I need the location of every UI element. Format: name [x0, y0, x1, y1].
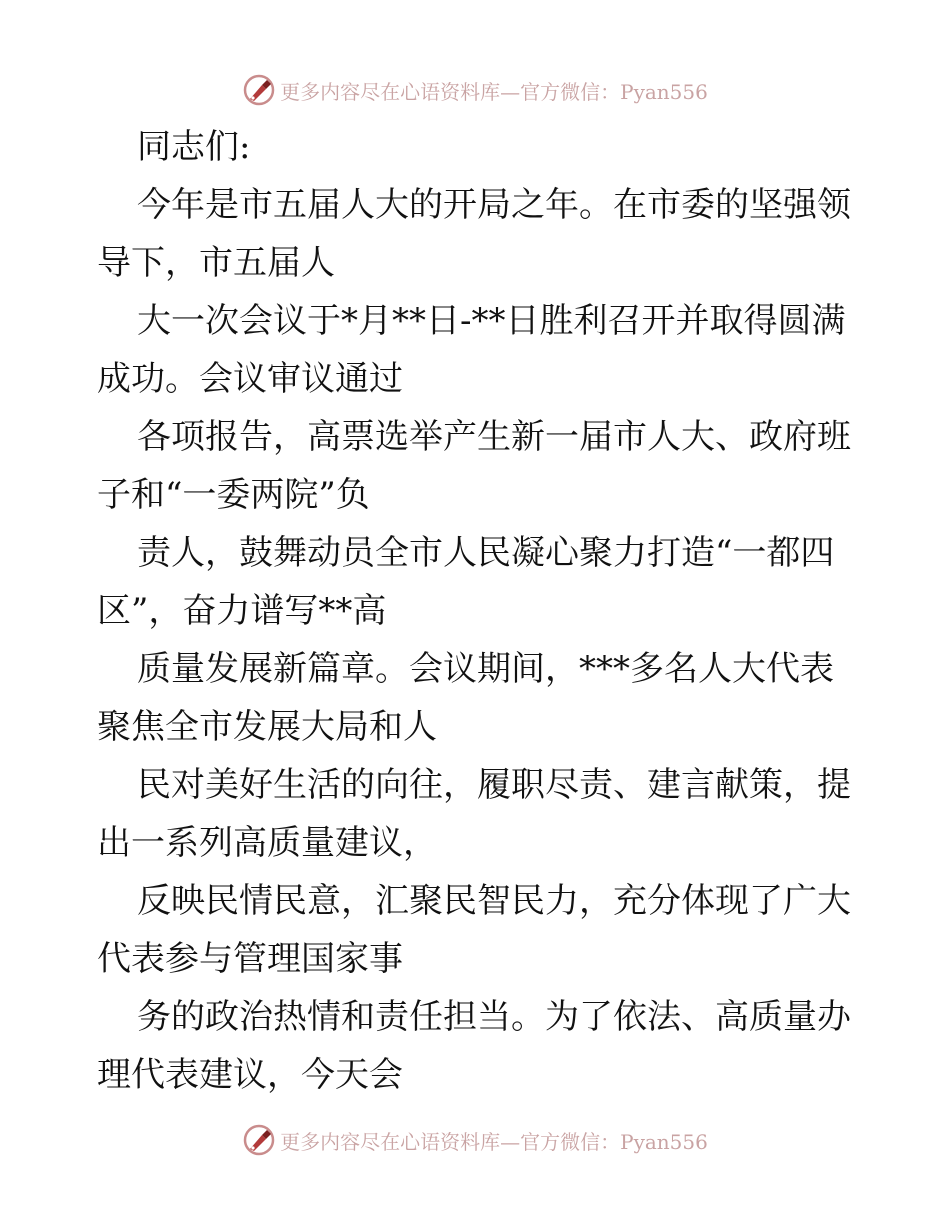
paragraph-line: 子和“一委两院”负 [97, 475, 370, 515]
paragraph-line: 务的政治热情和责任担当。为了依法、高质量办 [137, 997, 851, 1037]
paragraph-line: 成功。会议审议通过 [97, 359, 403, 399]
footer-watermark [0, 1118, 950, 1162]
paragraph-line: 导下，市五届人 [97, 243, 335, 283]
paragraph-line: 区”，奋力谱写**高 [97, 591, 387, 631]
pen-nib-logo-icon [242, 73, 276, 107]
footer-watermark-text: 更多内容尽在心语资料库—官方微信：Pyan556 [280, 1129, 708, 1154]
header-watermark-text: 更多内容尽在心语资料库—官方微信：Pyan556 [280, 79, 708, 104]
paragraph-line: 聚焦全市发展大局和人 [97, 707, 437, 747]
paragraph-line: 责人，鼓舞动员全市人民凝心聚力打造“一都四 [137, 533, 835, 573]
header-watermark [0, 68, 950, 112]
salutation: 同志们: [137, 127, 251, 167]
paragraph-line: 大一次会议于*月**日-**日胜利召开并取得圆满 [137, 301, 846, 341]
document-body [97, 118, 857, 1104]
paragraph-line: 理代表建议，今天会 [97, 1055, 403, 1095]
paragraph-line: 各项报告，高票选举产生新一届市人大、政府班 [137, 417, 851, 457]
paragraph-line: 出一系列高质量建议， [97, 823, 437, 863]
paragraph-line: 反映民情民意，汇聚民智民力，充分体现了广大 [137, 881, 851, 921]
paragraph-line: 今年是市五届人大的开局之年。在市委的坚强领 [137, 185, 851, 225]
paragraph-line: 质量发展新篇章。会议期间，***多名人大代表 [137, 649, 834, 689]
paragraph-line: 代表参与管理国家事 [97, 939, 403, 979]
paragraph-line: 民对美好生活的向往，履职尽责、建言献策，提 [137, 765, 851, 805]
pen-nib-logo-icon [242, 1123, 276, 1157]
